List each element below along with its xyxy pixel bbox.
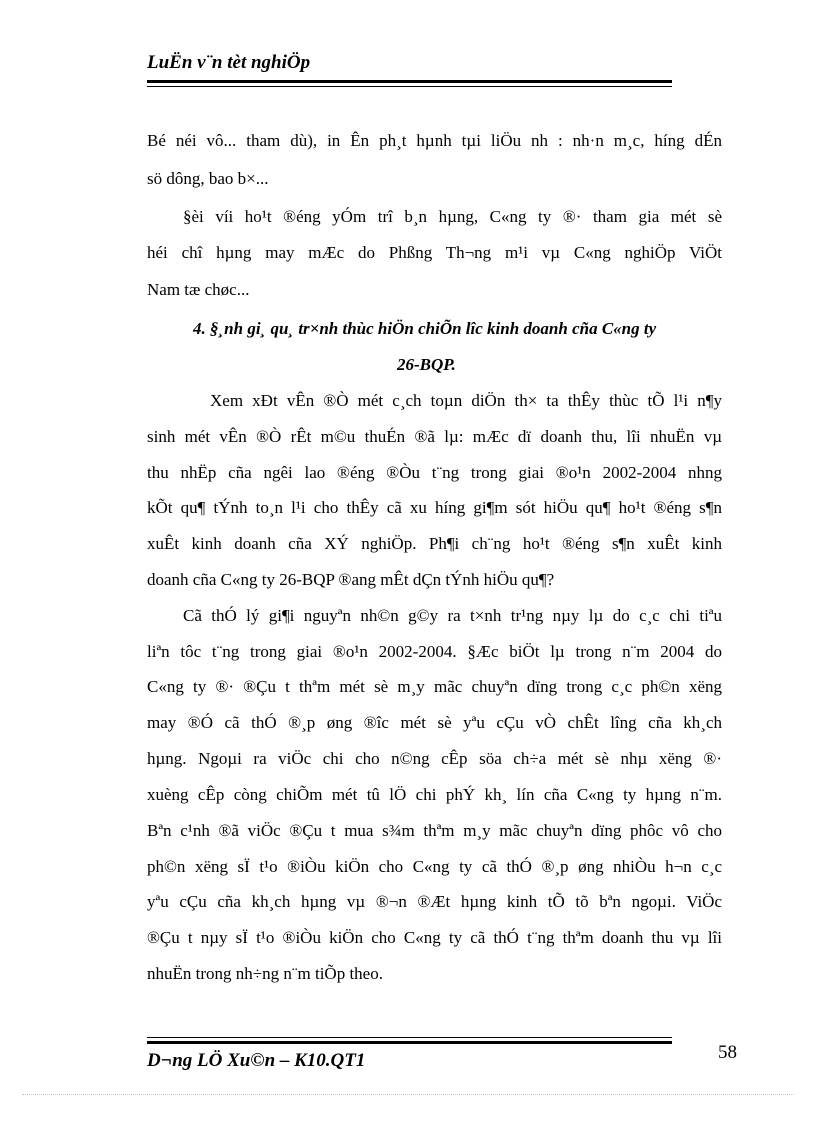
paragraph-line: §èi víi ho¹t ®éng yÓm trî b¸n hµng, C«ng ty ®· tham gia mét sè (183, 207, 722, 226)
paragraph-line: Bªn c¹nh ®ã viÖc ®Çu t mua s¾m thªm m¸y mãc chuyªn dïng phôc vô cho (147, 821, 722, 840)
paragraph-line: nhuËn trong nh÷ng n¨m tiÕp theo. (147, 964, 383, 983)
paragraph-line: Xem xÐt vÊn ®Ò mét c¸ch toµn diÖn th× ta thÊy thùc tÕ l¹i n¶y (210, 391, 722, 410)
document-title: LuËn v¨n tèt nghiÖp (147, 52, 311, 73)
paragraph-line: kÕt qu¶ tÝnh to¸n l¹i cho thÊy cã xu híng gi¶m sót hiÖu qu¶ ho¹t ®éng s¶n (147, 498, 722, 517)
paragraph-line: may ®Ó cã thÓ ®¸p øng ®îc mét sè yªu cÇu vÒ chÊt lîng cña kh¸ch (147, 713, 722, 732)
paragraph-line: ®Çu t nµy sÏ t¹o ®iÒu kiÖn cho C«ng ty cã thÓ t¨ng thªm doanh thu vµ lîi (147, 928, 722, 947)
paragraph-line: thu nhËp cña ngêi lao ®éng ®Òu t¨ng trong giai ®o¹n 2002-2004 nhng (147, 463, 722, 482)
paragraph-line: Nam tæ chøc... (147, 280, 250, 299)
paragraph-line: Bé néi vô... tham dù), in Ên ph¸t hµnh tµi liÖu nh : nh·n m¸c, híng dÉn (147, 131, 722, 150)
paragraph-line: C«ng ty ®· ®Çu t thªm mét sè m¸y mãc chuyªn dïng trong c¸c ph©n xëng (147, 677, 722, 696)
paragraph-line: xuÊt kinh doanh cña XÝ nghiÖp. Ph¶i ch¨ng ho¹t ®éng s¶n xuÊt kinh (147, 534, 722, 553)
header-rule-thick (147, 80, 672, 83)
section-heading: 4. §¸nh gi¸ qu¸ tr×nh thùc hiÖn chiÕn lîc kinh doanh cña C«ng ty (193, 319, 657, 338)
paragraph-line: hµng. Ngoµi ra viÖc chi cho n©ng cÊp söa ch÷a mét sè nhµ xëng ®· (147, 749, 722, 768)
page-number: 58 (718, 1042, 737, 1063)
footer-author: D¬ng LÖ Xu©n – K10.QT1 (147, 1050, 366, 1071)
header-rule-thin (147, 86, 672, 87)
footer-rule-thin (147, 1037, 672, 1038)
section-heading-continued: 26-BQP. (397, 355, 456, 374)
paragraph-line: yªu cÇu cña kh¸ch hµng vµ ®¬n ®Æt hµng kinh tÕ tõ bªn ngoµi. ViÖc (147, 892, 722, 911)
paragraph-line: sinh mét vÊn ®Ò rÊt m©u thuÉn ®ã lµ: mÆc dï doanh thu, lîi nhuËn vµ (147, 427, 722, 446)
paragraph-line: héi chî hµng may mÆc do Phßng Th¬ng m¹i vµ C«ng nghiÖp ViÖt (147, 243, 722, 262)
paragraph-line: Cã thÓ lý gi¶i nguyªn nh©n g©y ra t×nh tr¹ng nµy lµ do c¸c chi tiªu (183, 606, 722, 625)
paragraph-line: doanh cña C«ng ty 26-BQP ®ang mÊt dÇn tÝnh hiÖu qu¶? (147, 570, 555, 589)
paragraph-line: sö dông, bao b×... (147, 169, 269, 188)
paragraph-line: ph©n xëng sÏ t¹o ®iÒu kiÖn cho C«ng ty cã thÓ ®¸p øng nhiÒu h¬n c¸c (147, 857, 722, 876)
page-edge-divider (22, 1094, 794, 1095)
footer-rule-thick (147, 1041, 672, 1044)
paragraph-line: xuèng cÊp còng chiÕm mét tû lÖ chi phÝ kh¸ lín cña C«ng ty hµng n¨m. (147, 785, 722, 804)
paragraph-line: liªn tôc t¨ng trong giai ®o¹n 2002-2004. §Æc biÖt lµ trong n¨m 2004 do (147, 642, 722, 661)
